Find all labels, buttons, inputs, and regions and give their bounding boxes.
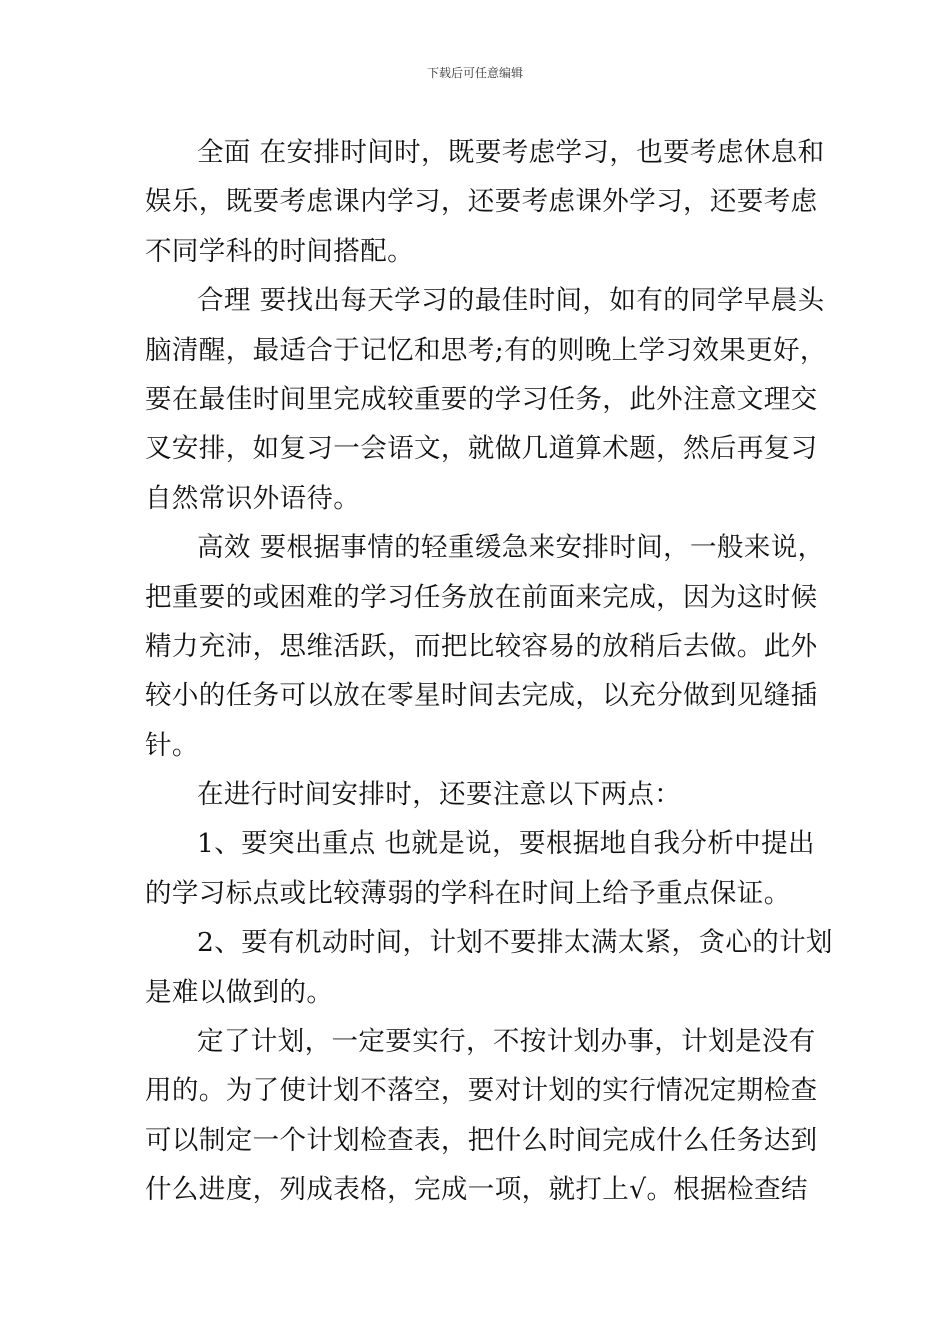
text-line: 定了计划，一定要实行，不按计划办事，计划是没有 <box>197 1026 816 1058</box>
text-line: 娱乐，既要考虑课内学习，还要考虑课外学习，还要考虑 <box>145 186 818 218</box>
text-line: 什么进度，列成表格，完成一项，就打上√。根据检查结 <box>145 1174 808 1206</box>
text-line: 自然常识外语待。 <box>145 482 361 514</box>
text-line: 是难以做到的。 <box>145 976 334 1008</box>
text-line: 脑清醒，最适合于记忆和思考;有的则晚上学习效果更好， <box>145 334 827 366</box>
text-line: 可以制定一个计划检查表，把什么时间完成什么任务达到 <box>145 1124 818 1156</box>
text-line: 不同学科的时间搭配。 <box>145 235 414 267</box>
document-body <box>145 128 833 1215</box>
text-line: 用的。为了使计划不落空，要对计划的实行情况定期检查 <box>145 1075 818 1107</box>
text-line: 的学习标点或比较薄弱的学科在时间上给予重点保证。 <box>145 877 791 909</box>
page-header-note: 下载后可任意编辑 <box>426 66 523 80</box>
text-line: 1、要突出重点 也就是说，要根据地自我分析中提出 <box>197 828 815 860</box>
text-line: 在进行时间安排时，还要注意以下两点： <box>197 779 682 811</box>
text-line: 精力充沛，思维活跃，而把比较容易的放稍后去做。此外 <box>145 630 818 662</box>
text-line: 合理 要找出每天学习的最佳时间，如有的同学早晨头 <box>197 285 825 317</box>
text-line: 高效 要根据事情的轻重缓急来安排时间，一般来说， <box>197 532 825 564</box>
text-line: 2、要有机动时间，计划不要排太满太紧，贪心的计划 <box>197 927 833 959</box>
text-line: 全面 在安排时间时，既要考虑学习，也要考虑休息和 <box>197 137 825 168</box>
text-line: 把重要的或困难的学习任务放在前面来完成，因为这时候 <box>145 581 818 613</box>
text-line: 叉安排，如复习一会语文，就做几道算术题，然后再复习 <box>145 433 818 465</box>
text-line: 较小的任务可以放在零星时间去完成，以充分做到见缝插 <box>145 680 818 712</box>
text-line: 针。 <box>145 729 199 761</box>
text-line: 要在最佳时间里完成较重要的学习任务，此外注意文理交 <box>145 383 818 415</box>
